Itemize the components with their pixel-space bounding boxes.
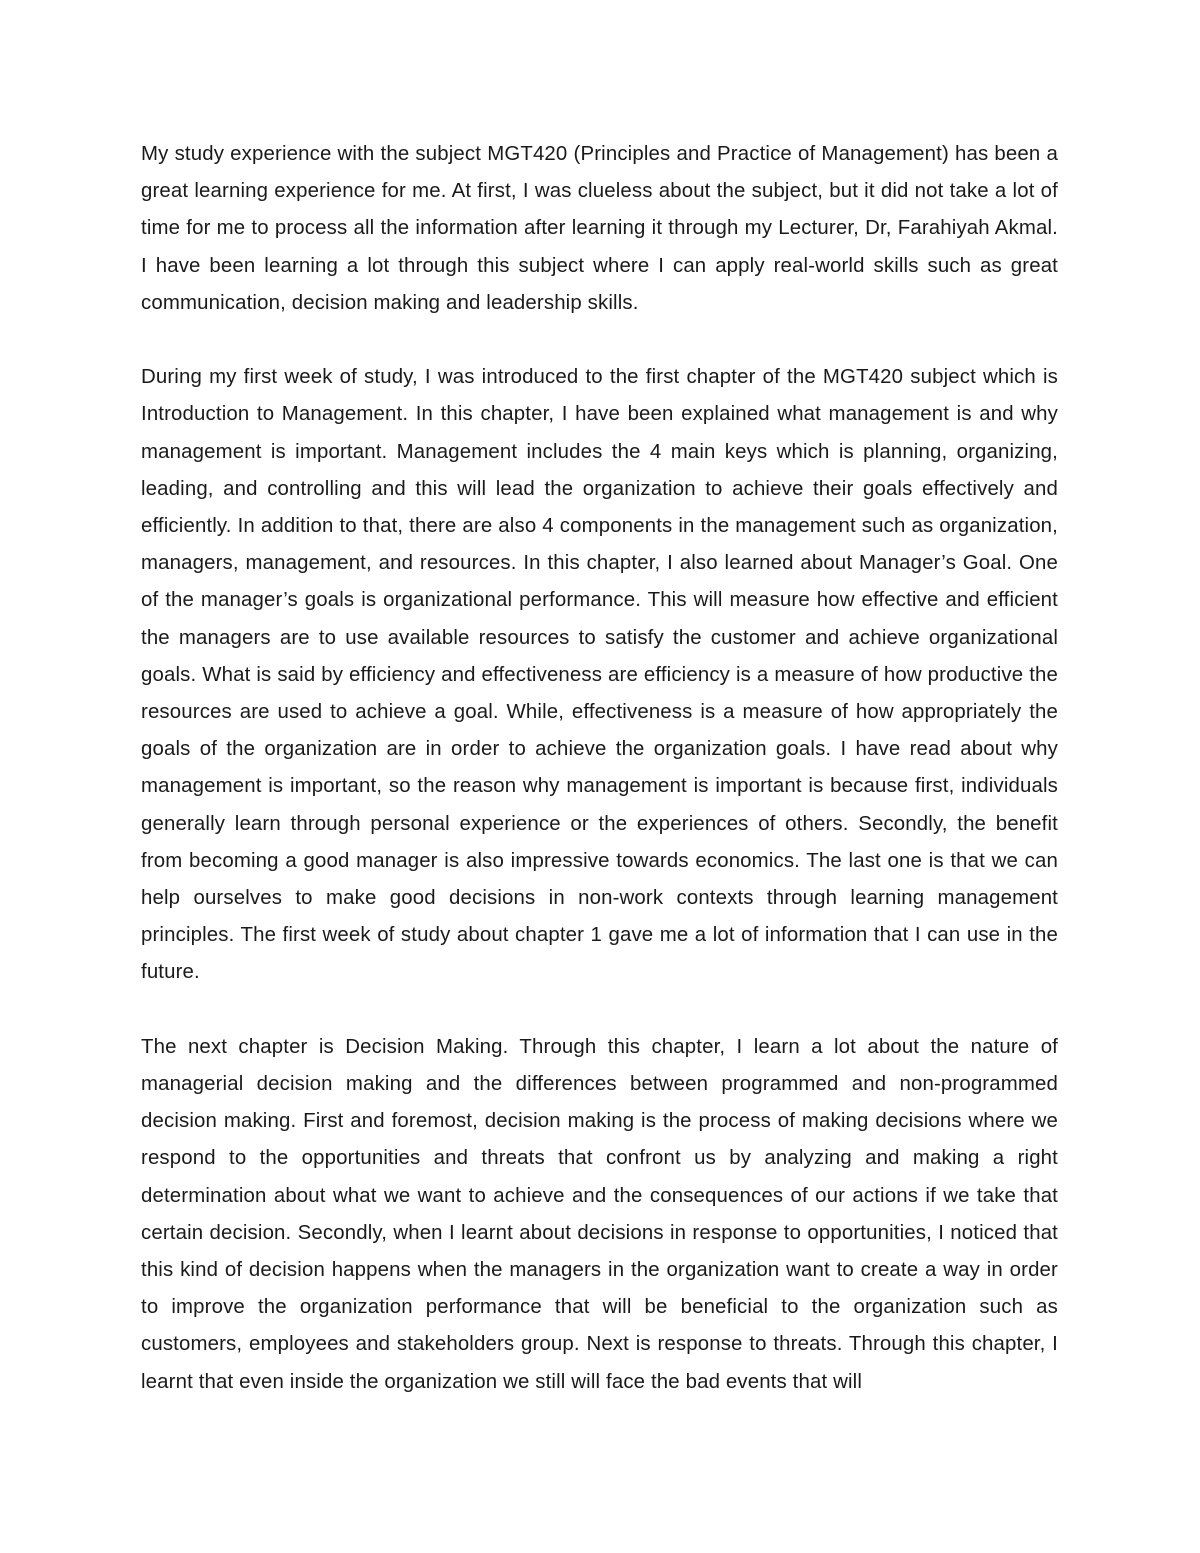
paragraph-intro: My study experience with the subject MGT420 (Principles and Practice of Management) has been a great learning experience for me. At first, I was clueless about the subject, but it did not take a lot of time for me to process all the information after learning it through my Lecturer, Dr, Farahiyah Akmal. I have been learning a lot through this subject where I can apply real-world skills such as great communication, decision making and leadership skills. xyxy=(141,143,1058,314)
paragraph-chapter-1: During my first week of study, I was introduced to the first chapter of the MGT420 subject which is Introduction to Management. In this chapter, I have been explained what management is and why management is important. Management includes the 4 main keys which is planning, organizing, leading, and controlling and this will lead the organization to achieve their goals effectively and efficiently. In addition to that, there are also 4 components in the management such as organization, managers, management, and resources. In this chapter, I also learned about Manager’s Goal. One of the manager’s goals is organizational performance. This will measure how effective and efficient the managers are to use available resources to satisfy the customer and achieve organizational goals. What is said by efficiency and effectiveness are efficiency is a measure of how productive the resources are used to achieve a goal. While, effectiveness is a measure of how appropriately the goals of the organization are in order to achieve the organization goals. I have read about why management is important, so the reason why management is important is because first, individuals generally learn through personal experience or the experiences of others. Secondly, the benefit from becoming a good manager is also impressive towards economics. The last one is that we can help ourselves to make good decisions in non-work contexts through learning management principles. The first week of study about chapter 1 gave me a lot of information that I can use in the future. xyxy=(141,366,1058,984)
document-page xyxy=(141,136,1058,1401)
paragraph-chapter-2: The next chapter is Decision Making. Through this chapter, I learn a lot about the nature of managerial decision making and the differences between programmed and non-programmed decision making. First and foremost, decision making is the process of making decisions where we respond to the opportunities and threats that confront us by analyzing and making a right determination about what we want to achieve and the consequences of our actions if we take that certain decision. Secondly, when I learnt about decisions in response to opportunities, I noticed that this kind of decision happens when the managers in the organization want to create a way in order to improve the organization performance that will be beneficial to the organization such as customers, employees and stakeholders group. Next is response to threats. Through this chapter, I learnt that even inside the organization we still will face the bad events that will xyxy=(141,1035,1058,1393)
